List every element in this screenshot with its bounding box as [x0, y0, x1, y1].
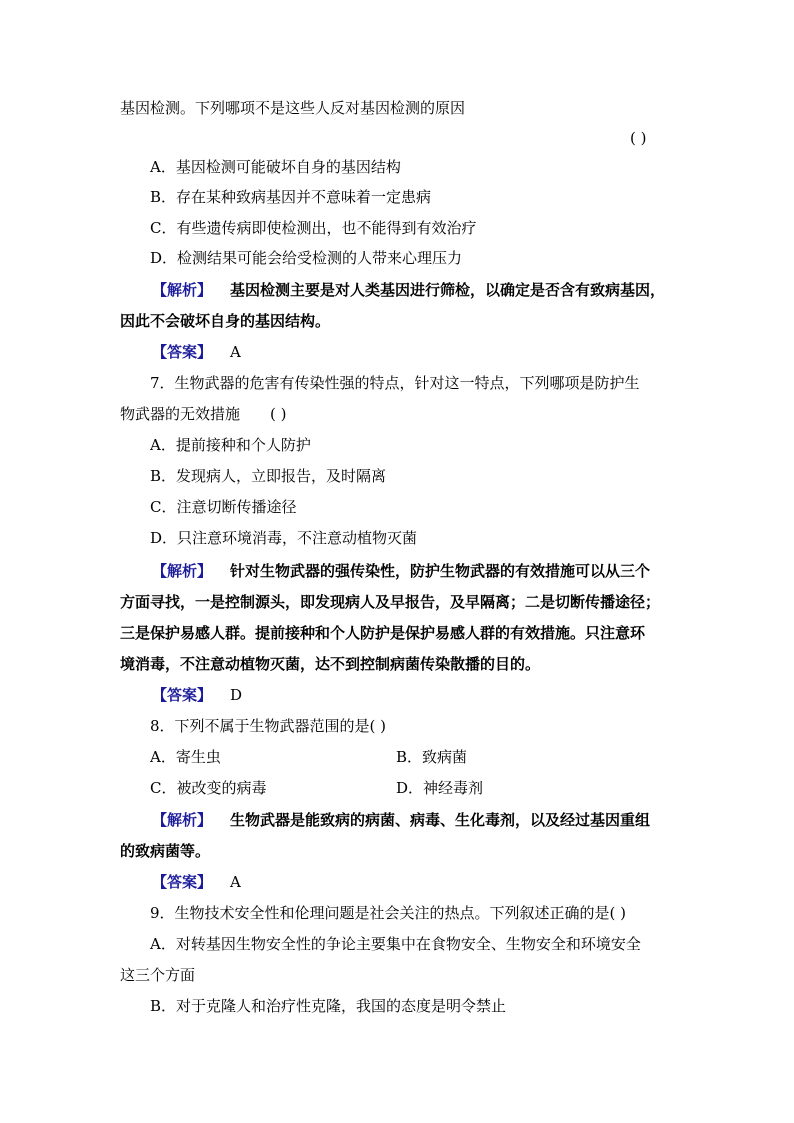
q8-analysis-text-1: 生物武器是能致病的病菌、病毒、生化毒剂，以及经过基因重组 — [230, 811, 651, 829]
q7-option-c: C．注意切断传播途径 — [150, 498, 297, 516]
q8-option-c: C．被改变的病毒 — [150, 779, 267, 797]
q8-analysis-line-2: 的致病菌等。 — [120, 842, 211, 860]
q7-option-a: A．提前接种和个人防护 — [150, 436, 311, 454]
q6-analysis-label: 【解析】 — [152, 281, 213, 299]
q6-analysis-line-2: 因此不会破坏自身的基因结构。 — [120, 312, 331, 330]
q9-stem: 9．生物技术安全性和伦理问题是社会关注的热点。下列叙述正确的是( ) — [150, 904, 627, 922]
q7-option-d: D．只注意环境消毒，不注意动植物灭菌 — [150, 529, 418, 547]
q6-analysis-text-1: 基因检测主要是对人类基因进行筛检，以确定是否含有致病基因， — [230, 281, 666, 299]
q6-option-a: A．基因检测可能破坏自身的基因结构 — [150, 158, 401, 176]
q8-answer-label: 【答案】 — [152, 873, 213, 891]
q6-stem-tail: 基因检测。下列哪项不是这些人反对基因检测的原因 — [120, 99, 466, 117]
q7-stem-line-1: 7．生物武器的危害有传染性强的特点，针对这一特点，下列哪项是防护生 — [150, 374, 640, 392]
q6-answer-paren: ( ) — [630, 129, 647, 147]
q6-answer-line — [152, 342, 241, 362]
q8-option-d: D．神经毒剂 — [396, 779, 484, 797]
q7-analysis-text-1: 针对生物武器的强传染性，防护生物武器的有效措施可以从三个 — [230, 562, 651, 580]
q8-answer: A — [230, 873, 241, 891]
q6-answer: A — [230, 343, 241, 361]
q7-analysis-line-4: 境消毒，不注意动植物灭菌，达不到控制病菌传染散播的目的。 — [120, 655, 541, 673]
q7-analysis-line-1 — [152, 561, 650, 581]
q9-option-b: B．对于克隆人和治疗性克隆，我国的态度是明令禁止 — [150, 997, 507, 1015]
q7-answer-label: 【答案】 — [152, 686, 213, 704]
q7-analysis-line-2: 方面寻找，一是控制源头，即发现病人及早报告，及早隔离；二是切断传播途径； — [120, 593, 661, 611]
q9-option-a-cont: 这三个方面 — [120, 966, 196, 984]
q9-option-a: A．对转基因生物安全性的争论主要集中在食物安全、生物安全和环境安全 — [150, 935, 641, 953]
q6-option-c: C．有些遗传病即使检测出，也不能得到有效治疗 — [150, 219, 477, 237]
q7-stem-line-2: 物武器的无效措施 ( ) — [120, 405, 287, 423]
q8-answer-line — [152, 872, 241, 892]
q7-answer-line — [152, 685, 242, 705]
q6-answer-label: 【答案】 — [152, 343, 213, 361]
q8-option-a: A．寄生虫 — [150, 748, 221, 766]
q7-option-b: B．发现病人，立即报告，及时隔离 — [150, 467, 387, 485]
q7-analysis-label: 【解析】 — [152, 562, 213, 580]
q8-analysis-line-1 — [152, 810, 650, 830]
q7-answer: D — [230, 686, 243, 704]
q8-option-b: B．致病菌 — [396, 748, 468, 766]
q6-analysis-line-1 — [152, 280, 665, 300]
q7-analysis-line-3: 三是保护易感人群。提前接种和个人防护是保护易感人群的有效措施。只注意环 — [120, 624, 646, 642]
q6-option-d: D．检测结果可能会给受检测的人带来心理压力 — [150, 249, 463, 267]
q8-stem: 8．下列不属于生物武器范围的是( ) — [150, 717, 387, 735]
q6-option-b: B．存在某种致病基因并不意味着一定患病 — [150, 188, 432, 206]
q8-analysis-label: 【解析】 — [152, 811, 213, 829]
